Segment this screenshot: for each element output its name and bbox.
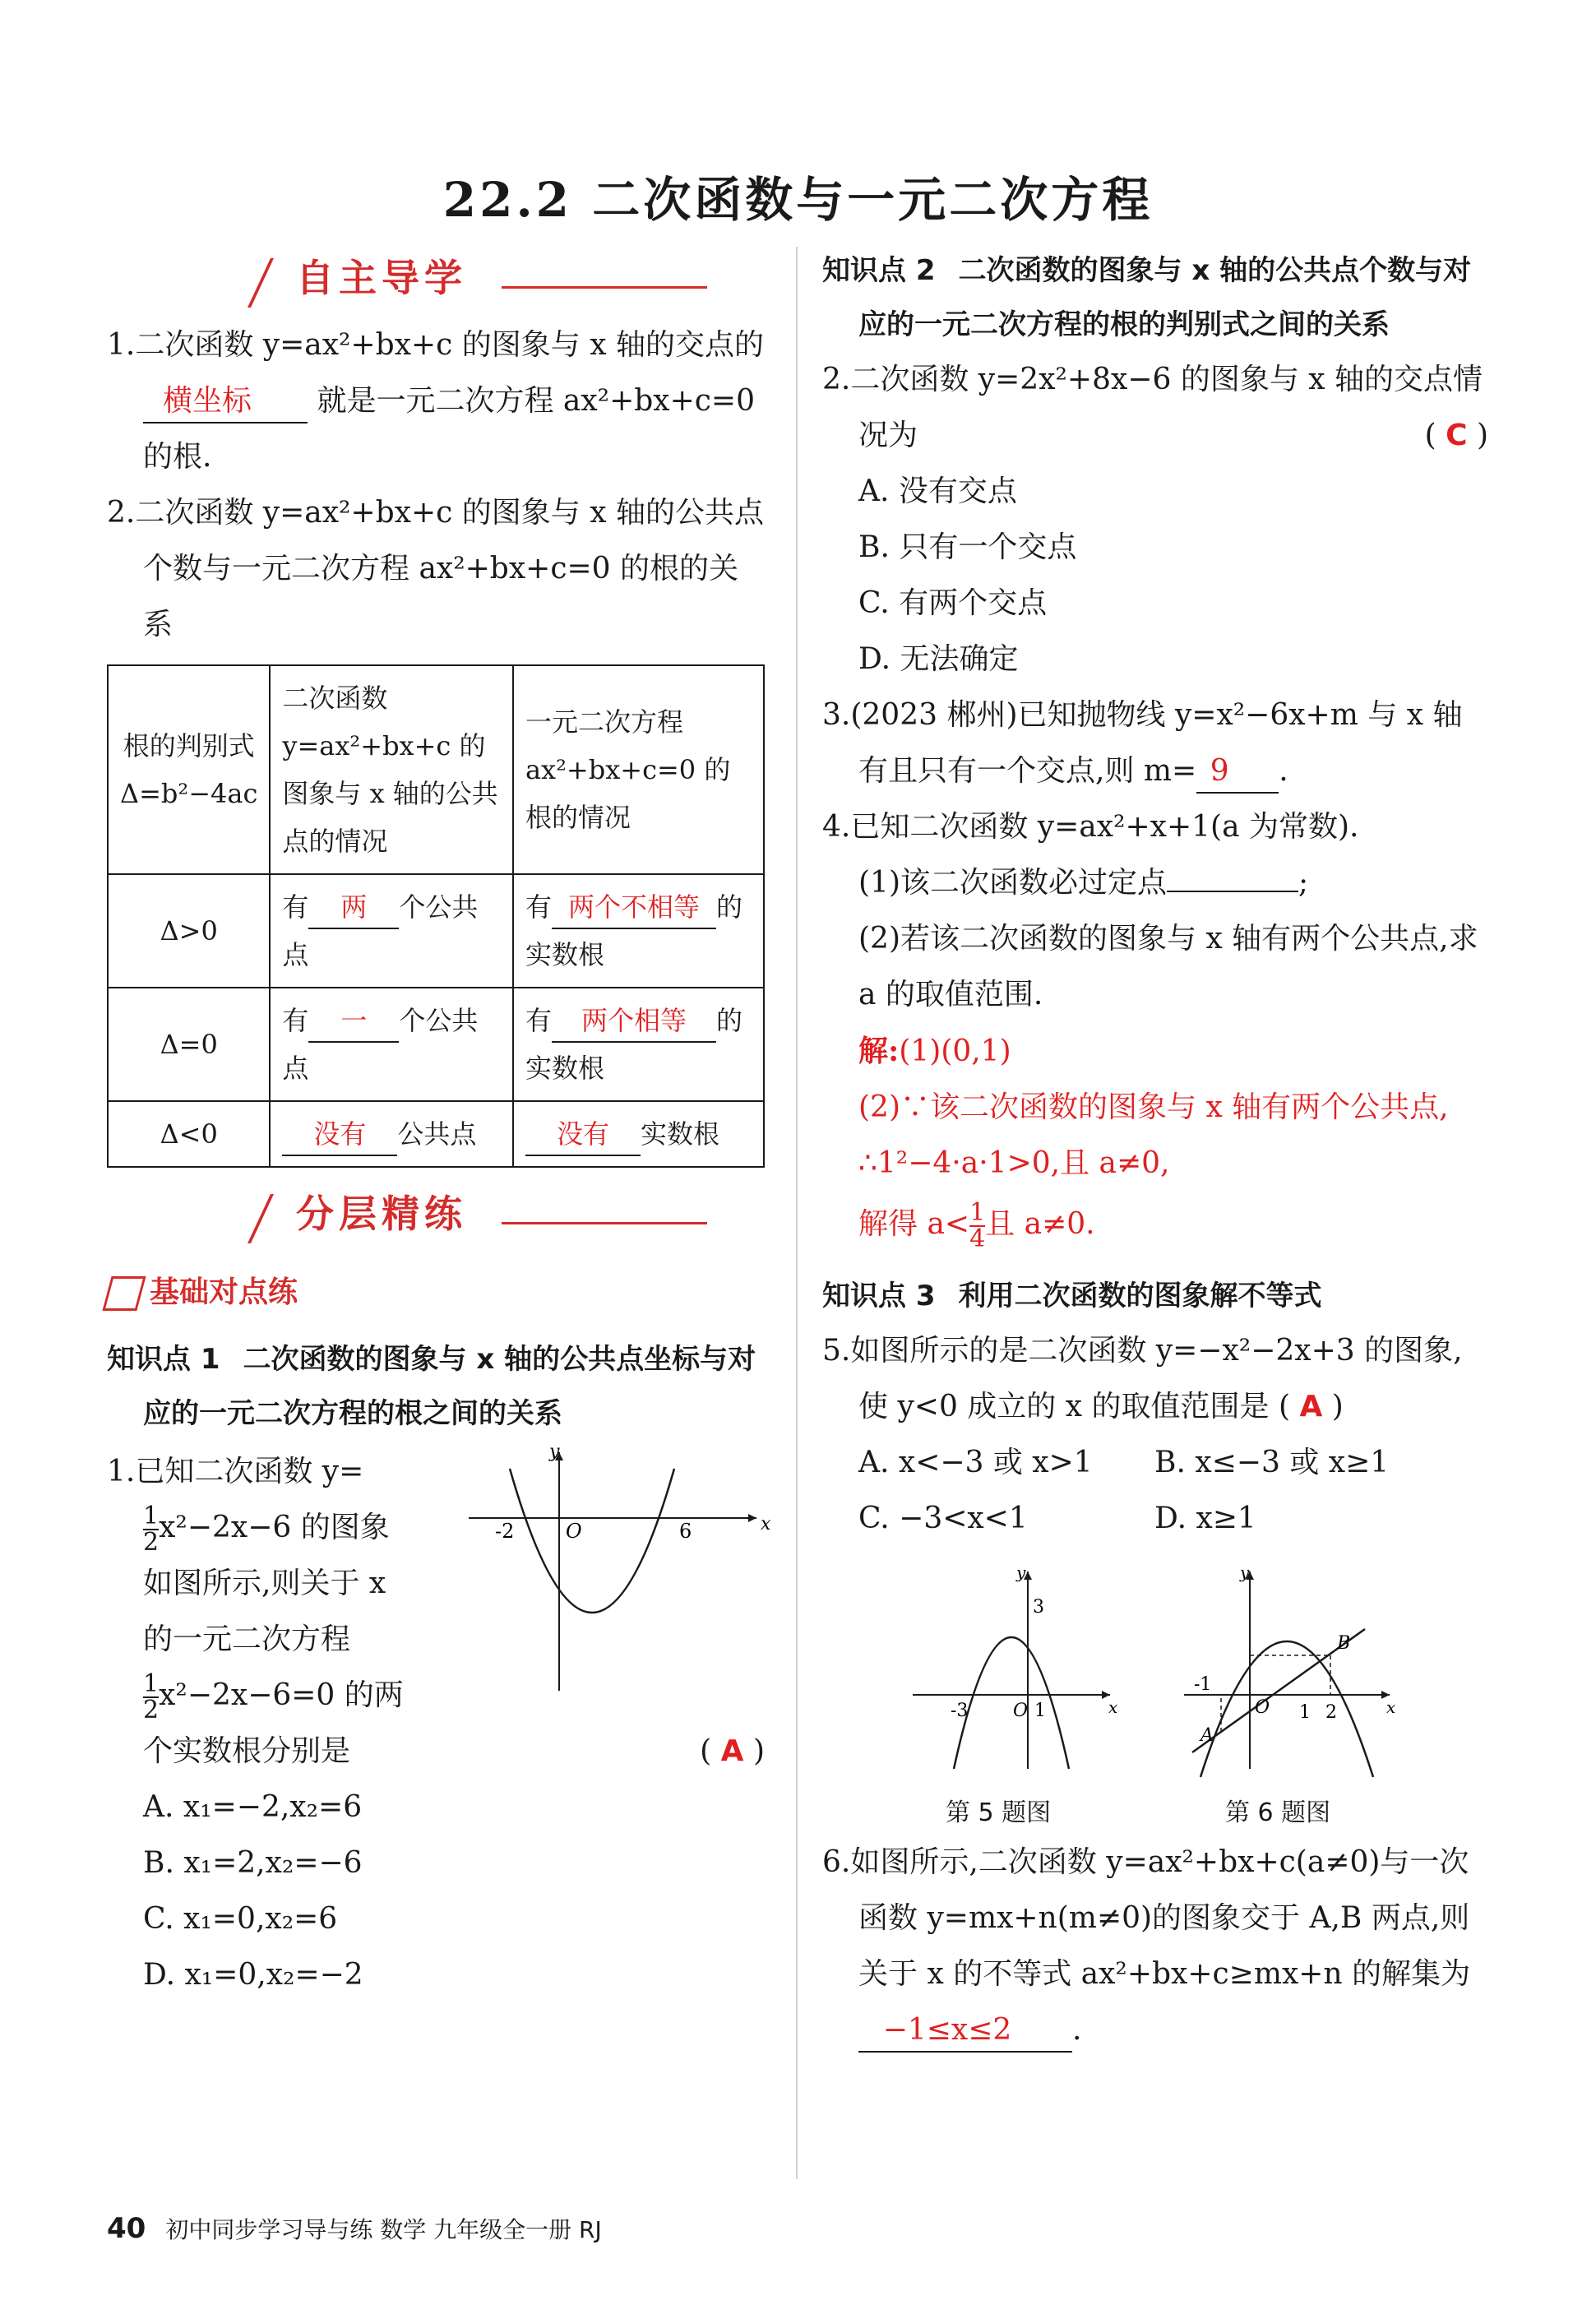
y-intercept-label: 3 [1033, 1597, 1044, 1618]
empty-blank [1167, 891, 1298, 892]
subsection-basic: 基础对点练 [107, 1265, 765, 1321]
option-d: D. 无法确定 [858, 642, 1019, 676]
parabola-curve [1200, 1641, 1373, 1777]
y-label: y [1240, 1563, 1250, 1582]
table-cell: 有 两 个公共点 [270, 874, 513, 988]
answer-blank: 两个不相等 [552, 886, 716, 929]
question-r4: 4.已知二次函数 y=ax²+x+1(a 为常数). [822, 810, 1359, 844]
figure-6 [1176, 1563, 1398, 1785]
knowledge-point-3: 知识点 3 利用二次函数的图象解不等式 [822, 1280, 1322, 1312]
table-row [108, 988, 764, 1101]
solution: 解:(1)(0,1) [858, 1034, 1011, 1068]
parabola-curve [954, 1637, 1069, 1769]
page-footer [107, 2212, 602, 2245]
origin-label: O [566, 1520, 582, 1543]
knowledge-point-2: 知识点 2 二次函数的图象与 x 轴的公共点个数与对应的一元二次方程的根的判别式之间的关系 [822, 254, 1472, 341]
figure-6-caption: 第 6 题图 [1225, 1798, 1331, 1827]
minus-one-label: -1 [1194, 1674, 1212, 1695]
y-label: y [549, 1444, 560, 1462]
knowledge-point-1: 知识点 1 二次函数的图象与 x 轴的公共点坐标与对应的一元二次方程的根之间的关系 [107, 1343, 756, 1430]
section-header-practice [107, 1183, 765, 1248]
table-cell: 没有 实数根 [513, 1101, 764, 1167]
answer-blank: 没有 [525, 1113, 641, 1156]
answer-blank: 没有 [282, 1113, 397, 1156]
option-a: A. x<−3 或 x>1 [858, 1446, 1093, 1479]
root-left-label: -2 [495, 1520, 515, 1543]
table-cell: Δ=0 [108, 988, 270, 1101]
root-right-label: 6 [679, 1520, 692, 1543]
point-a-label: A [1200, 1725, 1214, 1746]
table-header: 根的判别式 Δ=b²−4ac [108, 665, 270, 874]
answer-blank: 9 [1196, 751, 1279, 794]
figures-row [822, 1563, 1488, 1835]
question-r5: 5.如图所示的是二次函数 y=−x²−2x+3 的图象,使 y<0 成立的 x 的取值范围是 ( A ) [822, 1334, 1463, 1423]
question-r3: 3.(2023 郴州)已知抛物线 y=x²−6x+m 与 x 轴有且只有一个交点,则 m= 9 . [822, 687, 1488, 799]
table-cell: Δ<0 [108, 1101, 270, 1167]
origin-label: O [1013, 1701, 1029, 1721]
section-header-self-study [107, 247, 765, 312]
two-label: 2 [1325, 1702, 1337, 1723]
table-cell: 有 两个不相等 的实数根 [513, 874, 764, 988]
question-r6: 6.如图所示,二次函数 y=ax²+bx+c(a≠0)与一次函数 y=mx+n(m≠0)的图象交于 A,B 两点,则关于 x 的不等式 ax²+bx+c≥mx+n 的解集为−1≤x≤2 . [822, 1835, 1488, 2058]
x-label: x [761, 1514, 771, 1534]
root-right-label: 1 [1034, 1701, 1046, 1721]
answer-blank: 两个相等 [552, 1000, 716, 1043]
option-c: C. −3<x<1 [858, 1502, 1028, 1535]
section-title: 分层精练 [296, 1192, 467, 1236]
answer-blank: 两 [308, 886, 399, 929]
table-header: 一元二次方程 ax²+bx+c=0 的根的情况 [513, 665, 764, 874]
origin-label: O [1255, 1697, 1270, 1718]
answer-choice: A [1299, 1390, 1323, 1423]
fraction: $\frac{1}{2}$ [143, 1502, 160, 1557]
fraction: $\frac{1}{2}$ [143, 1669, 160, 1724]
left-column: 自主导学 1.二次函数 y=ax²+bx+c 的图象与 x 轴的交点的 横坐标 就是一元二次方程 ax²+bx+c=0 的根. 2.二次函数 y=ax²+bx+c 的图象与 x 轴的公共点个数与一元二次方程 ax²+bx+c=0 的根的关系 根的判别式 Δ=b²−4ac 二次函数 y=ax²+bx+c 的图象与 x 轴的公共点的情况 一元二次方程 ax²+bx+c=0 的根的情况 Δ>0 有 两 个公共点 有 两个不相等 的实数根 Δ=0 有 一 个公共点 有 两个相等 的实数根 Δ<0 没有 公共点 没有 实数根 分层精练 基础对点练 知识点 1 二次函数的图象与 x 轴的公共点坐标与对应的一元二次方程的根之间的关系 1.已知二次函数 y= $\frac{1}{2}$ x²−2x−6 的图象 如图所示,则关于 x 的一元二次方程 $\frac{1}{2}$ x²−2x−6=0 的两 y x O -2 6 个实数根分别是 ( A ) A. x₁=−2,x₂=6 B. x₁=2,x₂=−6 C. x₁=0,x₂=6 D. x₁=0,x₂=−2 [107, 247, 765, 2003]
answer-blank: 一 [308, 1000, 399, 1043]
table-row [108, 874, 764, 988]
fraction: $\frac{1}{4}$ [969, 1198, 986, 1253]
x-label: x [1386, 1697, 1396, 1717]
figure-5-caption: 第 5 题图 [946, 1798, 1052, 1827]
option-c: C. x₁=0,x₂=6 [143, 1902, 338, 1936]
option-d: D. x≥1 [1154, 1502, 1256, 1535]
page-number: 40 [107, 2212, 146, 2245]
right-column: 知识点 2 二次函数的图象与 x 轴的公共点个数与对应的一元二次方程的根的判别式之间的关系 2.二次函数 y=2x²+8x−6 的图象与 x 轴的交点情况为 ( C ) A. 没有交点 B. 只有一个交点 C. 有两个交点 D. 无法确定 3.(2023 郴州)已知抛物线 y=x²−6x+m 与 x 轴有且只有一个交点,则 m= 9 . 4.已知二次函数 y=ax²+x+1(a 为常数). (1)该二次函数必过定点 ; (2)若该二次函数的图象与 x 轴有两个公共点,求 a 的取值范围. 解:(1)(0,1) (2)∵该二次函数的图象与 x 轴有两个公共点, ∴1²−4·a·1>0,且 a≠0, 解得 a< $\frac{1}{4}$ 且 a≠0. 知识点 3 利用二次函数的图象解不等式 5.如图所示的是二次函数 y=−x²−2x+3 的图象,使 y<0 成立的 x 的取值范围是 ( A ) A. x<−3 或 x>1 B. x≤−3 或 x≥1 C. −3<x<1 D. x≥1 y x O -3 1 3 y x O -1 1 2 A B 第 5 题图 第 6 题图 6.如图所示,二次函数 y=ax²+bx+c(a≠0)与一次函数 y=mx+n(m≠0)的图象交于 A,B 两点,则关于 x 的不等式 ax²+bx+c≥mx+n 的解集为−1≤x≤2 . [822, 243, 1488, 2058]
option-b: B. x₁=2,x₂=−6 [143, 1846, 363, 1880]
page-title: 22.2 二次函数与一元二次方程 [442, 172, 1154, 228]
table-cell: 有 一 个公共点 [270, 988, 513, 1101]
answer-blank: 横坐标 [143, 381, 308, 424]
section-title: 自主导学 [296, 256, 467, 300]
answer-choice: A [720, 1734, 744, 1768]
table-cell: 有 两个相等 的实数根 [513, 988, 764, 1101]
parabola-graph-q1 [452, 1444, 773, 1715]
option-b: B. x≤−3 或 x≥1 [1154, 1446, 1390, 1479]
figure-5 [904, 1563, 1118, 1785]
y-label: y [1016, 1563, 1026, 1582]
discriminant-table [107, 664, 765, 1168]
question-1: 1.二次函数 y=ax²+bx+c 的图象与 x 轴的交点的 横坐标 就是一元二次方程 ax²+bx+c=0 的根. [107, 328, 764, 474]
question-3-block: 1.已知二次函数 y= $\frac{1}{2}$ x²−2x−6 的图象 如图所示,则关于 x 的一元二次方程 $\frac{1}{2}$ x²−2x−6=0 的两 y x O -2 6 [107, 1444, 765, 1855]
table-cell: 没有 公共点 [270, 1101, 513, 1167]
table-cell: Δ>0 [108, 874, 270, 988]
table-row [108, 665, 764, 874]
x-axis-arrow [748, 1514, 756, 1522]
answer-blank: −1≤x≤2 [858, 2010, 1072, 2053]
option-a: A. 没有交点 [858, 474, 1017, 508]
column-divider [796, 247, 798, 2179]
question-r2: 2.二次函数 y=2x²+8x−6 的图象与 x 轴的交点情况为 ( C ) [822, 363, 1488, 452]
option-c: C. 有两个交点 [858, 586, 1048, 620]
parabola-curve [510, 1469, 674, 1613]
table-header: 二次函数 y=ax²+bx+c 的图象与 x 轴的公共点的情况 [270, 665, 513, 874]
question-2: 2.二次函数 y=ax²+bx+c 的图象与 x 轴的公共点个数与一元二次方程 ax²+bx+c=0 的根的关系 [107, 496, 764, 641]
one-label: 1 [1299, 1702, 1311, 1723]
root-left-label: -3 [951, 1701, 969, 1721]
book-title: 初中同步学习导与练 数学 九年级全一册 RJ [165, 2216, 602, 2243]
table-row [108, 1101, 764, 1167]
option-a: A. x₁=−2,x₂=6 [143, 1790, 363, 1824]
point-b-label: B [1337, 1633, 1351, 1654]
level-a-icon [102, 1276, 146, 1311]
answer-choice: C [1446, 419, 1468, 452]
option-d: D. x₁=0,x₂=−2 [143, 1958, 363, 1992]
x-label: x [1108, 1697, 1118, 1717]
option-b: B. 只有一个交点 [858, 530, 1077, 564]
